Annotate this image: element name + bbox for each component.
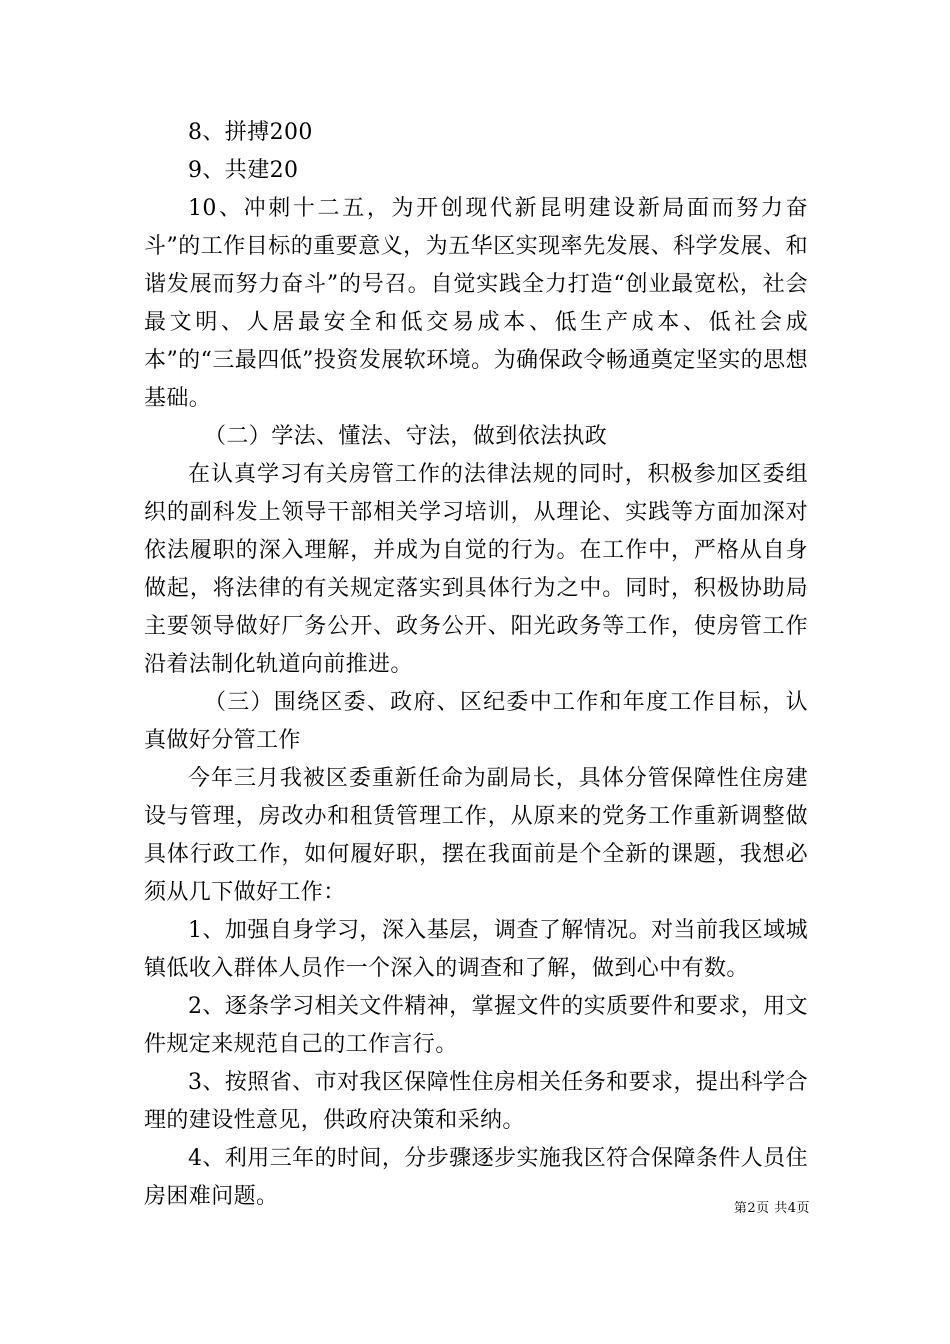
section-heading-3: （三）围绕区委、政府、区纪委中工作和年度工作目标，认真做好分管工作 (144, 690, 808, 753)
page-number: 第2页 共4页 (733, 1201, 810, 1216)
body-paragraph: 今年三月我被区委重新任命为副局长，具体分管保障性住房建设与管理，房改办和租赁管理工作，从原来的党务工作重新调整做具体行政工作，如何履好职，摆在我面前是个全新的课题，我想必须从几下做好工作： (144, 766, 808, 905)
list-item-2: 2、逐条学习相关文件精神，掌握文件的实质要件和要求，用文件规定来规范自己的工作言行。 (144, 994, 808, 1057)
list-item-3: 3、按照省、市对我区保障性住房相关任务和要求，提出科学合理的建设性意见，供政府决策和采纳。 (144, 1070, 808, 1133)
list-item-1: 1、加强自身学习，深入基层，调查了解情况。对当前我区域城镇低收入群体人员作一个深入的调查和了解，做到心中有数。 (144, 918, 808, 981)
list-item-10: 10、冲刺十二五，为开创现代新昆明建设新局面而努力奋斗”的工作目标的重要意义，为五华区实现率先发展、科学发展、和谐发展而努力奋斗”的号召。自觉实践全力打造“创业最宽松，社会最文明、人居最安全和低交易成本、低生产成本、低社会成本”的“三最四低”投资发展软环境。为确保政令畅通奠定坚实的思想基础。 (144, 196, 808, 411)
document-body (144, 114, 808, 1216)
list-item-4: 4、利用三年的时间，分步骤逐步实施我区符合保障条件人员住房困难问题。 (144, 1146, 808, 1209)
section-heading-2: （二）学法、懂法、守法，做到依法执政 (204, 424, 608, 449)
list-item-8: 8、拼搏200 (188, 120, 313, 145)
list-item-9: 9、共建20 (188, 158, 299, 183)
body-paragraph: 在认真学习有关房管工作的法律法规的同时，积极参加区委组织的副科发上领导干部相关学习培训，从理论、实践等方面加深对依法履职的深入理解，并成为自觉的行为。在工作中，严格从自身做起，将法律的有关规定落实到具体行为之中。同时，积极协助局主要领导做好厂务公开、政务公开、阳光政务等工作，使房管工作沿着法制化轨道向前推进。 (144, 462, 808, 677)
